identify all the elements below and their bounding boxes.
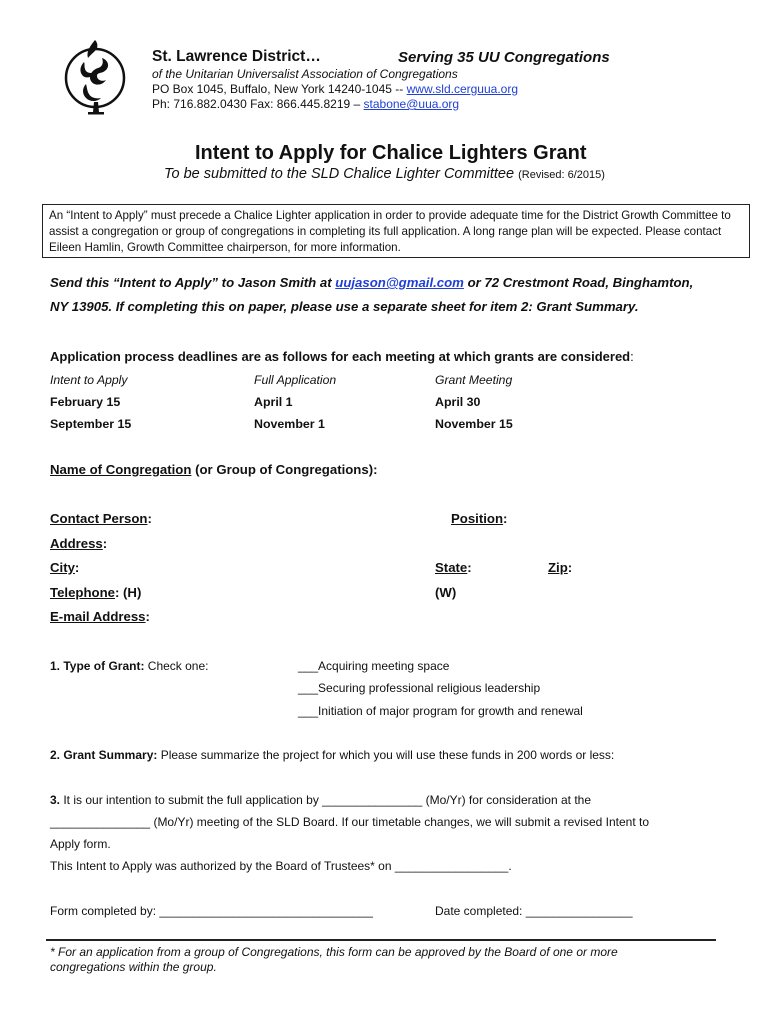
email-link[interactable]: stabone@uua.org <box>363 97 460 111</box>
position-colon: : <box>503 511 508 526</box>
form-completed-by[interactable]: Form completed by: ________________________________ <box>50 904 373 918</box>
email-field <box>50 609 150 624</box>
telephone-home-label: : (H) <box>114 585 142 600</box>
intention-number: 3. <box>50 793 61 807</box>
intention-line3: Apply form. <box>50 837 111 851</box>
congregation-suffix: (or Group of Congregations): <box>191 462 378 477</box>
column-grant-meeting: Grant Meeting <box>435 373 513 387</box>
grant-option-meeting-space[interactable]: ___Acquiring meeting space <box>298 659 450 673</box>
mailing-address <box>152 82 518 96</box>
send-prefix: Send this “Intent to Apply” to Jason Smith at <box>50 275 336 290</box>
telephone-field <box>50 585 141 600</box>
notice-box: An “Intent to Apply” must precede a Chalice Lighter application in order to provide adequate time for the District Growth Committee to assist a congregation or group of congregations in completing its full application. A long range plan will be expected. Please contact Eileen Hamlin, Growth Committee chairperson, for more information. <box>42 204 750 258</box>
subtitle-text: To be submitted to the SLD Chalice Lighter Committee <box>164 166 515 182</box>
deadline-full-1: April 1 <box>254 395 293 409</box>
deadline-meeting-1: April 30 <box>435 395 481 409</box>
footnote: * For an application from a group of Congregations, this form can be approved by the Board of one or more congregations within the group. <box>50 945 618 974</box>
address-field <box>50 536 107 551</box>
send-email-link[interactable]: uujason@gmail.com <box>335 275 464 290</box>
contact-person-colon: : <box>147 511 152 526</box>
deadline-intent-1: February 15 <box>50 395 121 409</box>
footer-divider <box>46 939 716 941</box>
address-colon: : <box>102 536 108 551</box>
revision-date: (Revised: 6/2015) <box>518 169 605 181</box>
address-text: PO Box 1045, Buffalo, New York 14240-1045 -- <box>152 82 407 96</box>
state-field <box>435 560 472 575</box>
deadlines-heading <box>50 349 634 364</box>
grant-type-question <box>50 659 209 673</box>
grant-option-program[interactable]: ___Initiation of major program for growth and renewal <box>298 704 583 718</box>
zip-field <box>548 560 572 575</box>
position-label: Position <box>451 511 504 526</box>
intention-line1 <box>50 793 591 807</box>
deadlines-heading-colon: : <box>630 349 634 364</box>
state-label: State <box>435 560 468 575</box>
send-instructions-line2: NY 13905. If completing this on paper, please use a separate sheet for item 2: Grant Summary. <box>50 299 639 314</box>
state-colon: : <box>467 560 472 575</box>
send-instructions-line1 <box>50 275 693 290</box>
date-completed[interactable]: Date completed: ________________ <box>435 904 633 918</box>
phone-fax-text: Ph: 716.882.0430 Fax: 866.445.8219 – <box>152 97 364 111</box>
website-link[interactable]: www.sld.cerguua.org <box>406 82 518 96</box>
affiliation: of the Unitarian Universalist Association of Congregations <box>152 67 458 81</box>
intention-line2: _______________ (Mo/Yr) meeting of the SLD Board. If our timetable changes, we will submit a revised Intent to <box>50 815 650 829</box>
address-label: Address <box>50 536 103 551</box>
zip-colon: : <box>567 560 573 575</box>
city-field <box>50 560 79 575</box>
page-title: Intent to Apply for Chalice Lighters Grant <box>195 142 587 164</box>
contact-person-field <box>50 511 152 526</box>
grant-type-label: 1. Type of Grant: <box>50 659 145 673</box>
deadline-intent-2: September 15 <box>50 417 132 431</box>
send-suffix: or 72 Crestmont Road, Binghamton, <box>463 275 694 290</box>
zip-label: Zip <box>548 560 568 575</box>
telephone-work-label: (W) <box>435 585 457 600</box>
city-colon: : <box>74 560 80 575</box>
district-name: St. Lawrence District… <box>152 48 321 65</box>
congregation-label: Name of Congregation <box>50 462 192 477</box>
grant-type-instruction: Check one: <box>144 659 209 673</box>
column-full-application: Full Application <box>254 373 337 387</box>
grant-summary-text: Please summarize the project for which you will use these funds in 200 words or less: <box>157 748 615 762</box>
subtitle <box>164 166 605 182</box>
deadlines-heading-text: Application process deadlines are as follows for each meeting at which grants are considered <box>50 349 631 364</box>
authorization-line: This Intent to Apply was authorized by the Board of Trustees* on _________________. <box>50 859 512 873</box>
chalice-logo <box>64 36 126 118</box>
contact-person-label: Contact Person <box>50 511 148 526</box>
city-label: City <box>50 560 75 575</box>
deadline-meeting-2: November 15 <box>435 417 513 431</box>
grant-summary-question <box>50 748 614 762</box>
telephone-label: Telephone <box>50 585 115 600</box>
congregation-field <box>50 462 377 477</box>
contact-line <box>152 97 459 111</box>
email-address-label: E-mail Address <box>50 609 146 624</box>
position-field <box>451 511 507 526</box>
email-address-colon: : <box>145 609 150 624</box>
intention-line1-text: It is our intention to submit the full application by _______________ (Mo/Yr) for consideration at the <box>60 793 592 807</box>
deadline-full-2: November 1 <box>254 417 325 431</box>
grant-summary-label: 2. Grant Summary: <box>50 748 158 762</box>
serving-tagline: Serving 35 UU Congregations <box>398 49 610 66</box>
column-intent: Intent to Apply <box>50 373 128 387</box>
grant-option-leadership[interactable]: ___Securing professional religious leadership <box>298 681 541 695</box>
